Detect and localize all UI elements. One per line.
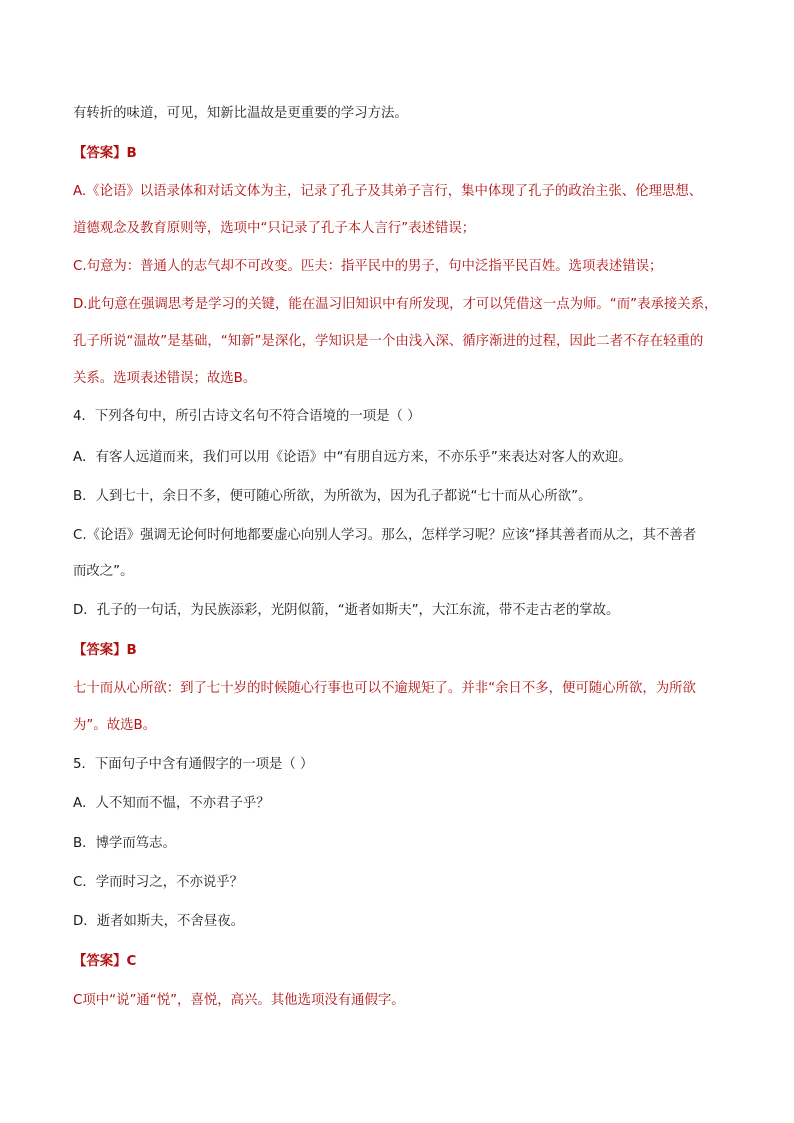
option-line: A．人不知而不愠，不亦君子乎？ [73, 796, 270, 811]
option-line: A．有客人远道而来，我们可以用《论语》中“有朋自远方来，不亦乐乎”来表达对客人的欢迎。 [73, 450, 632, 465]
option-line: B．人到七十，余日不多，便可随心所欲，为所欲为，因为孔子都说“七十而从心所欲”。 [73, 489, 592, 504]
question-stem: 5．下面句子中含有通假字的一项是（ ） [73, 757, 314, 772]
option-line: D．逝者如斯夫，不舍昼夜。 [73, 914, 244, 929]
explanation-line: 孔子所说“温故”是基础，“知新”是深化，学知识是一个由浅入深、循序渐进的过程，因此二者不存在轻重的 [73, 334, 704, 349]
option-line: D．孔子的一句话，为民族添彩，光阴似箭，“逝者如斯夫”，大江东流，带不走古老的掌故。 [73, 603, 620, 618]
explanation-line: A.《论语》以语录体和对话文体为主，记录了孔子及其弟子言行，集中体现了孔子的政治主张、伦理思想、 [73, 184, 703, 199]
explanation-line: 为”。故选B。 [73, 718, 157, 733]
question-stem: 4．下列各句中，所引古诗文名句不符合语境的一项是（ ） [73, 409, 421, 424]
explanation-line: 七十而从心所欲：到了七十岁的时候随心行事也可以不逾规矩了。并非“余日不多，便可随心所欲，为所欲 [73, 681, 696, 696]
explanation-line: 关系。选项表述错误；故选B。 [73, 371, 257, 386]
explanation-line: C.句意为：普通人的志气却不可改变。匹夫：指平民中的男子，句中泛指平民百姓。选项表述错误； [73, 259, 663, 274]
explanation-line: D.此句意在强调思考是学习的关键，能在温习旧知识中有所发现，才可以凭借这一点为师。“而”表承接关系， [73, 297, 718, 312]
option-line: B．博学而笃志。 [73, 836, 176, 851]
option-line: 而改之”。 [73, 564, 134, 579]
option-line: C.《论语》强调无论何时何地都要虚心向别人学习。那么，怎样学习呢？应该“择其善者而从之，其不善者 [73, 528, 697, 543]
option-line: C．学而时习之，不亦说乎？ [73, 875, 244, 890]
explanation-line: C项中“说”通“悦”，喜悦，高兴。其他选项没有通假字。 [73, 993, 405, 1008]
explanation-line: 道德观念及教育原则等，选项中“只记录了孔子本人言行”表述错误； [73, 221, 476, 236]
answer-label: 【答案】B [73, 146, 137, 161]
answer-label: 【答案】C [73, 954, 137, 969]
text-line: 有转折的味道，可见，知新比温故是更重要的学习方法。 [73, 106, 408, 121]
answer-label: 【答案】B [73, 643, 137, 658]
